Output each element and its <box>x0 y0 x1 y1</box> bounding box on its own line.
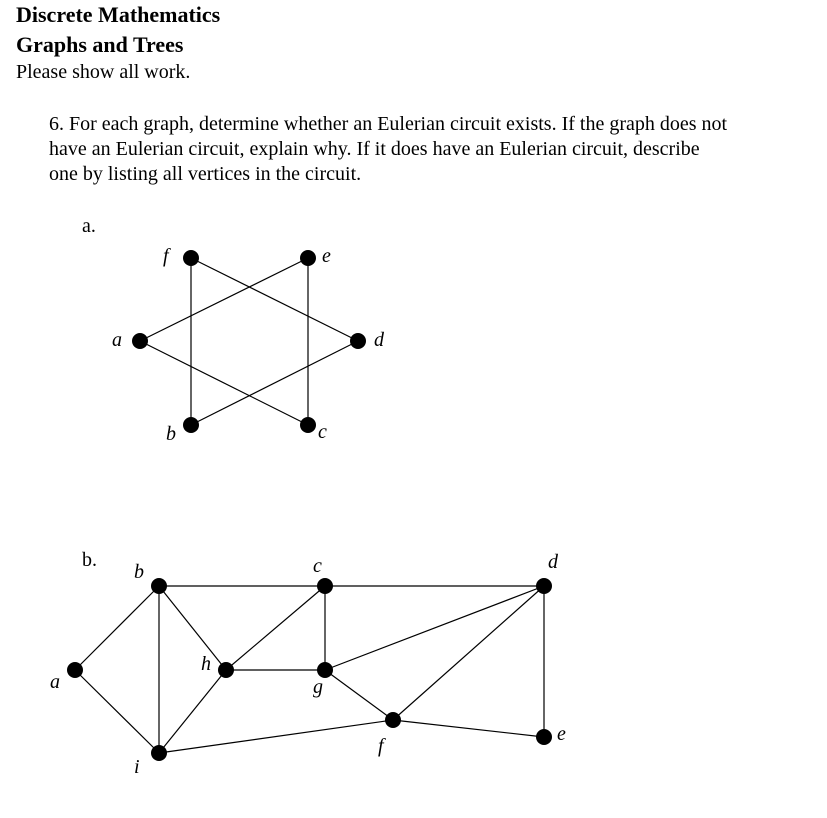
graph-b-edge-g-f <box>325 670 393 720</box>
graph-a-vertex-label-a: a <box>112 329 122 351</box>
graph-b-vertex-a <box>67 662 83 678</box>
graph-b-vertex-label-i: i <box>134 756 140 778</box>
part-a-label: a. <box>82 215 96 237</box>
graph-b-edge-f-d <box>393 586 544 720</box>
graph-a-vertex-label-b: b <box>166 423 176 445</box>
graph-a-edge-a-c <box>140 341 308 425</box>
graph-b-vertex-label-a: a <box>50 671 60 693</box>
graph-a-vertex-label-d: d <box>374 329 384 351</box>
graph-b-vertex-label-b: b <box>134 561 144 583</box>
graph-a-edge-f-d <box>191 258 358 341</box>
graph-a-edge-e-a <box>140 258 308 341</box>
graph-a-vertex-a <box>132 333 148 349</box>
graph-b-vertex-e <box>536 729 552 745</box>
graph-b-vertex-label-h: h <box>201 653 211 675</box>
graph-a-vertex-label-c: c <box>318 421 327 443</box>
graph-a-vertex-label-e: e <box>322 245 331 267</box>
graph-a-vertex-d <box>350 333 366 349</box>
graph-b-vertex-c <box>317 578 333 594</box>
graph-b-edge-a-b <box>75 586 159 670</box>
graph-b-edge-i-f <box>159 720 393 753</box>
graph-b-vertex-h <box>218 662 234 678</box>
graph-a-vertex-label-f: f <box>163 245 169 267</box>
question-line: have an Eulerian circuit, explain why. If it does have an Eulerian circuit, describe <box>49 138 700 160</box>
graph-b-edge-b-h <box>159 586 226 670</box>
graph-b <box>50 551 566 778</box>
graph-b-edge-f-e <box>393 720 544 737</box>
graph-b-edge-h-c <box>226 586 325 670</box>
graph-b-vertex-d <box>536 578 552 594</box>
topic-title: Graphs and Trees <box>16 32 184 57</box>
graph-b-vertex-f <box>385 712 401 728</box>
graph-b-vertex-label-f: f <box>378 735 384 757</box>
graph-a <box>112 245 385 445</box>
question-line: 6. For each graph, determine whether an Eulerian circuit exists. If the graph does not <box>49 113 728 135</box>
graph-b-edge-h-i <box>159 670 226 753</box>
graph-b-vertex-b <box>151 578 167 594</box>
instructions: Please show all work. <box>16 61 191 83</box>
graph-a-vertex-f <box>183 250 199 266</box>
graph-b-edge-a-i <box>75 670 159 753</box>
graph-b-vertex-label-d: d <box>548 551 558 573</box>
question-line: one by listing all vertices in the circuit. <box>49 163 362 185</box>
graph-b-vertex-label-g: g <box>313 676 323 698</box>
part-b-label: b. <box>82 549 97 571</box>
graph-a-vertex-e <box>300 250 316 266</box>
graph-b-vertex-label-e: e <box>557 723 566 745</box>
graph-b-vertex-i <box>151 745 167 761</box>
graph-b-vertex-label-c: c <box>313 555 322 577</box>
graph-b-edge-g-d <box>325 586 544 670</box>
graph-a-edge-b-d <box>191 341 358 425</box>
graph-a-vertex-c <box>300 417 316 433</box>
course-title: Discrete Mathematics <box>16 2 221 27</box>
graph-a-vertex-b <box>183 417 199 433</box>
